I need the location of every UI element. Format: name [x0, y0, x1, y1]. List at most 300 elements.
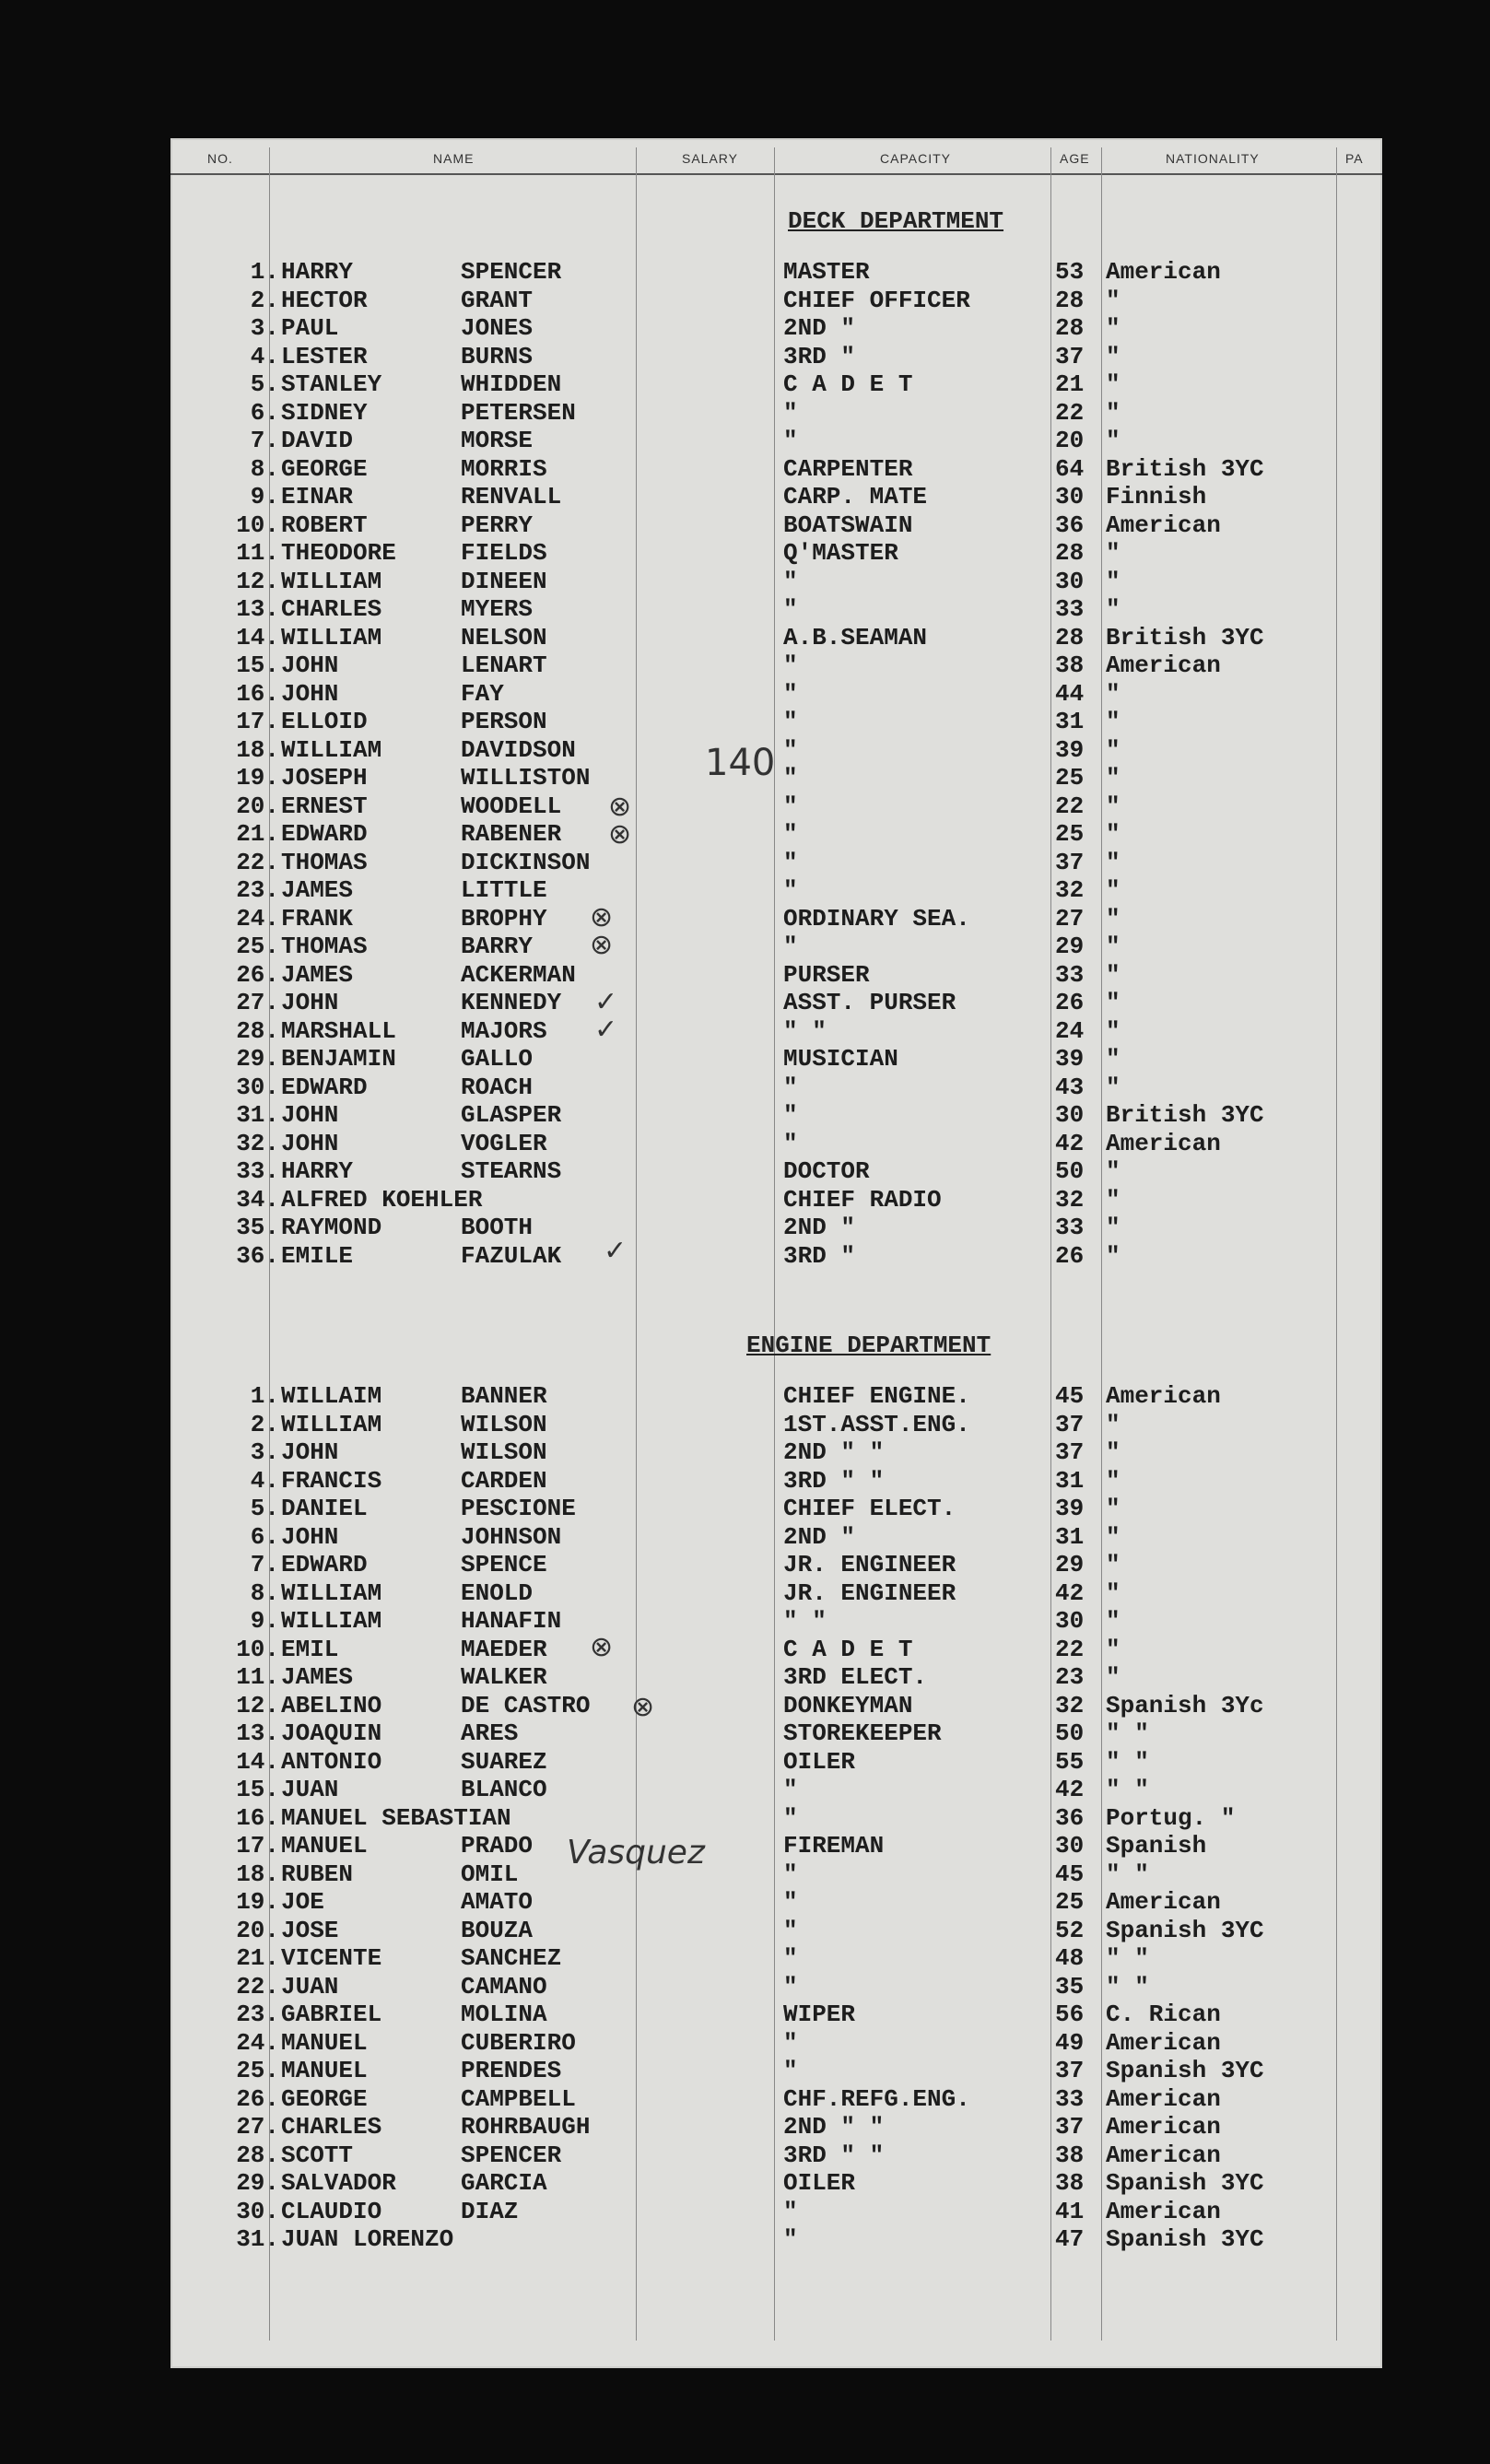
crew-age: 24	[1055, 1016, 1085, 1045]
crew-age: 39	[1055, 735, 1085, 764]
circled-x-mark: ⊗	[590, 901, 614, 933]
crew-first-name: JOHN	[281, 1129, 339, 1157]
crew-nationality: "	[1106, 989, 1120, 1016]
crew-number: 19.	[236, 764, 279, 792]
crew-row	[170, 1157, 1382, 1185]
crew-last-name: MOLINA	[461, 2001, 547, 2028]
crew-number: 9.	[250, 1607, 279, 1635]
crew-row	[170, 764, 1382, 792]
crew-row	[170, 1579, 1382, 1607]
crew-age: 37	[1055, 848, 1085, 876]
crew-last-name: BARRY	[461, 933, 534, 960]
circled-x-mark: ⊗	[590, 929, 614, 961]
crew-nationality: "	[1106, 1522, 1120, 1551]
crew-number: 3.	[250, 1438, 279, 1466]
crew-nationality: American	[1106, 1888, 1221, 1916]
crew-age: 31	[1055, 708, 1085, 735]
crew-number: 28.	[236, 1016, 279, 1045]
crew-capacity: BOATSWAIN	[783, 510, 913, 539]
crew-row	[170, 1973, 1382, 2001]
crew-first-name: VICENTE	[281, 1944, 382, 1972]
crew-row	[170, 1214, 1382, 1241]
crew-row	[170, 2001, 1382, 2028]
crew-last-name: DICKINSON	[461, 848, 591, 876]
crew-nationality: American	[1106, 2141, 1221, 2169]
crew-row	[170, 1636, 1382, 1663]
crew-nationality: " "	[1106, 1719, 1149, 1747]
crew-first-name: SIDNEY	[281, 398, 368, 427]
crew-row	[170, 511, 1382, 539]
crew-first-name: WILLIAM	[281, 623, 382, 651]
crew-first-name: EMILE	[281, 1241, 354, 1270]
crew-age: 37	[1055, 2113, 1085, 2141]
crew-first-name: SCOTT	[281, 2141, 354, 2169]
crew-age: 42	[1055, 1578, 1085, 1607]
crew-number: 25.	[236, 933, 279, 960]
crew-last-name: ARES	[461, 1719, 519, 1747]
crew-capacity: MASTER	[783, 258, 870, 286]
crew-row	[170, 314, 1382, 342]
crew-nationality: Spanish 3YC	[1106, 2057, 1264, 2084]
circled-x-mark: ⊗	[590, 1631, 614, 1663]
crew-number: 8.	[250, 454, 279, 483]
crew-nationality: "	[1106, 1157, 1120, 1185]
crew-first-name: CHARLES	[281, 595, 382, 623]
crew-first-name: RAYMOND	[281, 1214, 382, 1241]
circled-x-mark: ⊗	[631, 1691, 655, 1723]
crew-nationality: "	[1106, 1016, 1120, 1045]
crew-number: 6.	[250, 398, 279, 427]
crew-number: 24.	[236, 904, 279, 933]
crew-first-name: EDWARD	[281, 1073, 368, 1101]
crew-nationality: "	[1106, 342, 1120, 370]
crew-row	[170, 989, 1382, 1016]
crew-last-name: KENNEDY	[461, 989, 562, 1016]
crew-nationality: " "	[1106, 1972, 1149, 2001]
crew-first-name: HARRY	[281, 1157, 354, 1185]
crew-list-page	[170, 138, 1382, 2368]
crew-nationality: "	[1106, 876, 1120, 904]
crew-last-name: WALKER	[461, 1663, 547, 1691]
crew-age: 26	[1055, 989, 1085, 1016]
crew-age: 45	[1055, 1382, 1085, 1410]
crew-first-name: JOHN	[281, 1522, 339, 1551]
crew-capacity: 3RD " "	[783, 2141, 885, 2169]
crew-age: 47	[1055, 2225, 1085, 2253]
crew-first-name: HECTOR	[281, 286, 368, 314]
crew-last-name: DE CASTRO	[461, 1691, 591, 1719]
crew-capacity: Q'MASTER	[783, 539, 898, 567]
crew-capacity: CHF.REFG.ENG.	[783, 2084, 970, 2113]
crew-nationality: " "	[1106, 1944, 1149, 1972]
crew-first-name: JUAN	[281, 1972, 339, 2001]
crew-row	[170, 1438, 1382, 1466]
crew-nationality: American	[1106, 2197, 1221, 2225]
crew-number: 18.	[236, 735, 279, 764]
crew-row	[170, 820, 1382, 848]
crew-first-name: THOMAS	[281, 933, 368, 960]
crew-capacity: "	[783, 427, 798, 454]
crew-nationality: "	[1106, 820, 1120, 848]
crew-capacity: "	[783, 2197, 798, 2225]
crew-number: 11.	[236, 539, 279, 567]
crew-nationality: "	[1106, 595, 1120, 623]
crew-number: 27.	[236, 989, 279, 1016]
crew-last-name: CAMPBELL	[461, 2084, 576, 2113]
crew-last-name: HANAFIN	[461, 1607, 562, 1635]
crew-age: 55	[1055, 1747, 1085, 1776]
crew-age: 37	[1055, 2057, 1085, 2084]
crew-number: 15.	[236, 1776, 279, 1803]
crew-number: 26.	[236, 2084, 279, 2113]
crew-row	[170, 1101, 1382, 1129]
crew-capacity: "	[783, 708, 798, 735]
crew-number: 26.	[236, 960, 279, 989]
crew-last-name: BOUZA	[461, 1916, 534, 1944]
crew-capacity: CARPENTER	[783, 454, 913, 483]
crew-last-name: SPENCE	[461, 1551, 547, 1578]
crew-age: 28	[1055, 314, 1085, 342]
crew-nationality: American	[1106, 258, 1221, 286]
crew-age: 36	[1055, 1803, 1085, 1832]
crew-capacity: ORDINARY SEA.	[783, 904, 970, 933]
crew-age: 49	[1055, 2028, 1085, 2057]
crew-nationality: "	[1106, 1241, 1120, 1270]
crew-number: 31.	[236, 2225, 279, 2253]
crew-nationality: American	[1106, 2084, 1221, 2113]
crew-capacity: "	[783, 567, 798, 595]
crew-age: 56	[1055, 2001, 1085, 2028]
crew-number: 23.	[236, 876, 279, 904]
crew-row	[170, 1495, 1382, 1522]
crew-number: 21.	[236, 1944, 279, 1972]
crew-capacity: "	[783, 820, 798, 848]
crew-age: 33	[1055, 2084, 1085, 2113]
crew-age: 30	[1055, 1607, 1085, 1635]
crew-last-name: SPENCER	[461, 2141, 562, 2169]
crew-last-name: VOGLER	[461, 1129, 547, 1157]
crew-first-name: WILLIAM	[281, 735, 382, 764]
crew-age: 23	[1055, 1663, 1085, 1691]
crew-capacity: STOREKEEPER	[783, 1719, 942, 1747]
engine-department-title: ENGINE DEPARTMENT	[746, 1332, 991, 1359]
crew-capacity: 2ND "	[783, 314, 856, 342]
crew-number: 4.	[250, 342, 279, 370]
crew-age: 52	[1055, 1916, 1085, 1944]
crew-capacity: CARP. MATE	[783, 483, 928, 510]
crew-last-name: MAJORS	[461, 1016, 547, 1045]
check-mark: ✓	[594, 986, 618, 1018]
check-mark: ✓	[594, 1014, 618, 1046]
crew-first-name: MANUEL	[281, 2028, 368, 2057]
crew-nationality: "	[1106, 1073, 1120, 1101]
crew-capacity: MUSICIAN	[783, 1045, 898, 1073]
crew-last-name: SANCHEZ	[461, 1944, 562, 1972]
crew-nationality: "	[1106, 1663, 1120, 1691]
crew-row	[170, 1186, 1382, 1214]
crew-row	[170, 2085, 1382, 2113]
crew-nationality: "	[1106, 286, 1120, 314]
crew-capacity: " "	[783, 1016, 827, 1045]
crew-number: 25.	[236, 2057, 279, 2084]
crew-nationality: "	[1106, 1185, 1120, 1214]
crew-age: 22	[1055, 1635, 1085, 1663]
crew-number: 12.	[236, 567, 279, 595]
crew-nationality: American	[1106, 1129, 1221, 1157]
crew-age: 36	[1055, 510, 1085, 539]
crew-last-name: MORRIS	[461, 454, 547, 483]
crew-capacity: "	[783, 848, 798, 876]
crew-last-name: ACKERMAN	[461, 960, 576, 989]
crew-first-name: GABRIEL	[281, 2001, 382, 2028]
crew-nationality: "	[1106, 792, 1120, 820]
crew-last-name: BROPHY	[461, 904, 547, 933]
crew-first-name: LESTER	[281, 342, 368, 370]
crew-nationality: "	[1106, 679, 1120, 708]
crew-age: 44	[1055, 679, 1085, 708]
header-nationality: NATIONALITY	[1166, 151, 1260, 166]
crew-first-name: JOHN	[281, 1438, 339, 1466]
crew-nationality: "	[1106, 1410, 1120, 1438]
crew-capacity: WIPER	[783, 2001, 856, 2028]
crew-capacity: "	[783, 1101, 798, 1129]
crew-last-name: OMIL	[461, 1860, 519, 1888]
crew-age: 64	[1055, 454, 1085, 483]
crew-row	[170, 1045, 1382, 1073]
crew-row	[170, 708, 1382, 735]
crew-last-name: PRENDES	[461, 2057, 562, 2084]
crew-nationality: "	[1106, 398, 1120, 427]
crew-last-name: FAY	[461, 679, 504, 708]
crew-number: 13.	[236, 1719, 279, 1747]
crew-row	[170, 1944, 1382, 1972]
crew-age: 25	[1055, 820, 1085, 848]
crew-last-name: RABENER	[461, 820, 562, 848]
crew-capacity: "	[783, 1888, 798, 1916]
crew-row	[170, 876, 1382, 904]
crew-row	[170, 1607, 1382, 1635]
crew-row	[170, 2029, 1382, 2057]
crew-first-name: EINAR	[281, 483, 354, 510]
crew-number: 19.	[236, 1888, 279, 1916]
crew-number: 17.	[236, 708, 279, 735]
crew-first-name: STANLEY	[281, 370, 382, 398]
crew-last-name: GLASPER	[461, 1101, 562, 1129]
crew-first-name: WILLIAM	[281, 567, 382, 595]
crew-nationality: American	[1106, 2113, 1221, 2141]
crew-age: 33	[1055, 1214, 1085, 1241]
crew-row	[170, 1523, 1382, 1551]
crew-age: 48	[1055, 1944, 1085, 1972]
crew-last-name: BURNS	[461, 342, 534, 370]
crew-first-name: CHARLES	[281, 2113, 382, 2141]
crew-first-name: SALVADOR	[281, 2169, 396, 2197]
crew-last-name: PERSON	[461, 708, 547, 735]
crew-nationality: "	[1106, 960, 1120, 989]
crew-age: 30	[1055, 567, 1085, 595]
crew-row	[170, 2141, 1382, 2169]
crew-row	[170, 792, 1382, 820]
crew-age: 33	[1055, 960, 1085, 989]
deck-department-title: DECK DEPARTMENT	[788, 207, 1004, 235]
crew-first-name: WILLIAM	[281, 1578, 382, 1607]
crew-last-name: WILSON	[461, 1410, 547, 1438]
crew-age: 28	[1055, 539, 1085, 567]
crew-nationality: "	[1106, 1466, 1120, 1495]
crew-capacity: "	[783, 1803, 798, 1832]
crew-capacity: C A D E T	[783, 370, 913, 398]
crew-capacity: PURSER	[783, 960, 870, 989]
crew-capacity: A.B.SEAMAN	[783, 623, 928, 651]
crew-capacity: "	[783, 1129, 798, 1157]
header-age: AGE	[1060, 151, 1090, 166]
crew-number: 17.	[236, 1832, 279, 1860]
crew-first-name: JOAQUIN	[281, 1719, 382, 1747]
crew-last-name: MAEDER	[461, 1635, 547, 1663]
crew-last-name: ENOLD	[461, 1578, 534, 1607]
crew-row	[170, 849, 1382, 876]
crew-first-name: JOHN	[281, 679, 339, 708]
crew-row	[170, 736, 1382, 764]
crew-nationality: "	[1106, 708, 1120, 735]
crew-age: 42	[1055, 1129, 1085, 1157]
crew-first-name: WILLIAM	[281, 1410, 382, 1438]
crew-capacity: "	[783, 764, 798, 792]
crew-last-name: SPENCER	[461, 258, 562, 286]
crew-row	[170, 1074, 1382, 1101]
crew-nationality: "	[1106, 1495, 1120, 1522]
crew-capacity: 1ST.ASST.ENG.	[783, 1410, 970, 1438]
crew-row	[170, 595, 1382, 623]
crew-nationality: American	[1106, 2028, 1221, 2057]
crew-row	[170, 1917, 1382, 1944]
crew-number: 24.	[236, 2028, 279, 2057]
crew-nationality: " "	[1106, 1860, 1149, 1888]
crew-age: 37	[1055, 1410, 1085, 1438]
crew-nationality: "	[1106, 1551, 1120, 1578]
crew-nationality: "	[1106, 764, 1120, 792]
crew-nationality: "	[1106, 1607, 1120, 1635]
crew-age: 25	[1055, 1888, 1085, 1916]
crew-age: 38	[1055, 2169, 1085, 2197]
crew-row	[170, 2057, 1382, 2084]
crew-last-name: FAZULAK	[461, 1241, 562, 1270]
crew-row	[170, 1411, 1382, 1438]
crew-number: 11.	[236, 1663, 279, 1691]
crew-age: 39	[1055, 1045, 1085, 1073]
crew-number: 29.	[236, 2169, 279, 2197]
crew-nationality: Spanish 3Yc	[1106, 1691, 1264, 1719]
crew-row	[170, 370, 1382, 398]
crew-nationality: Spanish 3YC	[1106, 2225, 1264, 2253]
crew-age: 50	[1055, 1719, 1085, 1747]
crew-row	[170, 2113, 1382, 2141]
crew-nationality: Finnish	[1106, 483, 1207, 510]
crew-first-name: JOSEPH	[281, 764, 368, 792]
crew-number: 2.	[250, 286, 279, 314]
crew-number: 21.	[236, 820, 279, 848]
crew-last-name: DAVIDSON	[461, 735, 576, 764]
crew-first-name: JAMES	[281, 960, 354, 989]
crew-first-name: MANUEL SEBASTIAN	[281, 1803, 511, 1832]
crew-age: 25	[1055, 764, 1085, 792]
crew-age: 33	[1055, 595, 1085, 623]
crew-last-name: FIELDS	[461, 539, 547, 567]
crew-age: 30	[1055, 483, 1085, 510]
crew-age: 31	[1055, 1466, 1085, 1495]
crew-first-name: BENJAMIN	[281, 1045, 396, 1073]
crew-row	[170, 1692, 1382, 1719]
crew-first-name: JOHN	[281, 651, 339, 679]
crew-last-name: GALLO	[461, 1045, 534, 1073]
crew-age: 26	[1055, 1241, 1085, 1270]
crew-age: 35	[1055, 1972, 1085, 2001]
crew-age: 32	[1055, 1185, 1085, 1214]
crew-nationality: British 3YC	[1106, 1101, 1264, 1129]
crew-number: 12.	[236, 1691, 279, 1719]
crew-capacity: "	[783, 933, 798, 960]
crew-first-name: ABELINO	[281, 1691, 382, 1719]
crew-capacity: "	[783, 398, 798, 427]
crew-nationality: Portug. "	[1106, 1803, 1236, 1832]
crew-first-name: THEODORE	[281, 539, 396, 567]
crew-capacity: 2ND " "	[783, 2113, 885, 2141]
header-salary: SALARY	[682, 151, 738, 166]
crew-last-name: WHIDDEN	[461, 370, 562, 398]
crew-age: 38	[1055, 651, 1085, 679]
crew-age: 29	[1055, 1551, 1085, 1578]
crew-last-name: ROHRBAUGH	[461, 2113, 591, 2141]
crew-last-name: SUAREZ	[461, 1747, 547, 1776]
crew-capacity: "	[783, 876, 798, 904]
crew-age: 31	[1055, 1522, 1085, 1551]
crew-first-name: JOE	[281, 1888, 324, 1916]
crew-number: 20.	[236, 1916, 279, 1944]
crew-first-name: JOSE	[281, 1916, 339, 1944]
crew-capacity: 3RD "	[783, 1241, 856, 1270]
crew-nationality: British 3YC	[1106, 454, 1264, 483]
crew-capacity: 3RD ELECT.	[783, 1663, 928, 1691]
crew-capacity: C A D E T	[783, 1635, 913, 1663]
crew-last-name: WOODELL	[461, 792, 562, 820]
crew-row	[170, 483, 1382, 510]
crew-first-name: PAUL	[281, 314, 339, 342]
crew-capacity: OILER	[783, 2169, 856, 2197]
crew-first-name: JUAN LORENZO	[281, 2225, 454, 2253]
crew-first-name: ELLOID	[281, 708, 368, 735]
crew-capacity: "	[783, 1073, 798, 1101]
crew-nationality: "	[1106, 1045, 1120, 1073]
crew-nationality: "	[1106, 904, 1120, 933]
crew-first-name: JUAN	[281, 1776, 339, 1803]
crew-age: 37	[1055, 1438, 1085, 1466]
crew-last-name: NELSON	[461, 623, 547, 651]
crew-last-name: PERRY	[461, 510, 534, 539]
crew-nationality: "	[1106, 370, 1120, 398]
crew-nationality: American	[1106, 651, 1221, 679]
crew-age: 32	[1055, 876, 1085, 904]
crew-nationality: " "	[1106, 1776, 1149, 1803]
crew-row	[170, 933, 1382, 960]
crew-row	[170, 1551, 1382, 1578]
crew-capacity: JR. ENGINEER	[783, 1578, 956, 1607]
crew-age: 20	[1055, 427, 1085, 454]
crew-capacity: 3RD " "	[783, 1466, 885, 1495]
crew-number: 10.	[236, 1635, 279, 1663]
crew-last-name: GARCIA	[461, 2169, 547, 2197]
crew-nationality: "	[1106, 848, 1120, 876]
crew-capacity: "	[783, 2028, 798, 2057]
